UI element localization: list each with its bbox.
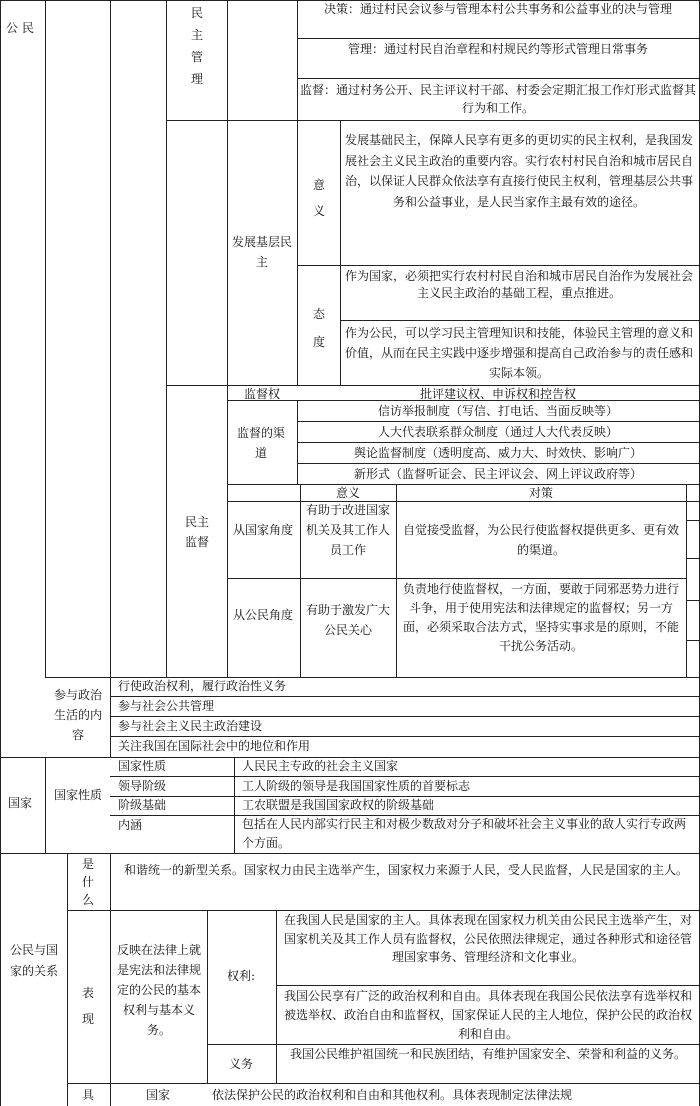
guanli-row: 管理：通过村民自治章程和村规民约等形式管理日常事务 bbox=[347, 42, 648, 56]
jianduquan-label: 监督权 bbox=[243, 387, 280, 401]
guojia-row-3-key: 阶级基础 bbox=[118, 798, 167, 812]
ju-label: 具 bbox=[81, 1088, 94, 1102]
gongmin-guojia-guanxi-label: 公民与国家的关系 bbox=[9, 943, 58, 978]
taidu-label: 态度 bbox=[312, 307, 325, 349]
guojia-xingzhi-label: 国家性质 bbox=[53, 788, 102, 802]
guojia-row-2-key: 领导阶级 bbox=[118, 779, 167, 793]
quanli-label: 权利: bbox=[226, 969, 256, 983]
bottom-text: 依法保护公民的政治权利和自由和其他权利。具体表现制定法律法规 bbox=[212, 1088, 573, 1102]
guojia2-label: 国家 bbox=[146, 1088, 171, 1102]
juece-row: 决策：通过村民会议参与管理本村公共事务和公益事业的决与管理 bbox=[323, 2, 672, 16]
taidu-guojia: 作为国家，必须把实行农村村民自治和城市居民自治作为发展社会主义民主政治的基础工程，重点推进。 bbox=[344, 269, 693, 300]
yiyi-label: 意义 bbox=[312, 178, 325, 218]
cong-guojia-duice: 自觉接受监督，为公民行使监督权提供更多、更有效的渠道。 bbox=[402, 523, 679, 557]
quanli-row-1: 在我国人民是国家的主人。具体表现在国家权力机关由公民民主选举产生，对国家机关及其工作人员有监督权，公民依照法律规定，通过各种形式和途径管理国家事务、管理经济和文化事业。 bbox=[283, 913, 692, 964]
cong-guojia-yiyi: 有助于改进国家机关及其工作人员工作 bbox=[305, 503, 390, 557]
biaoxian-label: 表现 bbox=[81, 986, 94, 1026]
qudao-row-2: 人大代表联系群众制度（通过人大代表反映） bbox=[377, 425, 618, 439]
canyu-row-1: 行使政治权利，履行政治性义务 bbox=[118, 679, 287, 693]
guojia-row-2-val: 工人阶级的领导是我国国家性质的首要标志 bbox=[242, 779, 471, 793]
fazhan-jiceng-label: 发展基层民主 bbox=[231, 235, 292, 269]
cong-gongmin-label: 从公民角度 bbox=[232, 608, 293, 622]
qudao-row-3: 舆论监督制度（透明度高、威力大、时效快、影响广） bbox=[353, 446, 642, 460]
jiandu-header-yiyi: 意义 bbox=[335, 486, 360, 500]
shi-shenme-text: 和谐统一的新型关系。国家权力由民主选举产生，国家权力来源于人民，受人民监督，人民是国家的主人。 bbox=[123, 863, 688, 877]
guojia-row-4-key: 内涵 bbox=[118, 818, 143, 832]
quanli-row-2: 我国公民享有广泛的政治权利和自由。具体表现在我国公民依法享有选举权和被选举权、政治自由和监督权，国家保证人民的主人地位，保护公民的政治权利和自由。 bbox=[283, 989, 692, 1041]
jiandu-header-duice: 对策 bbox=[528, 486, 553, 500]
canyu-row-2: 参与社会公共管理 bbox=[118, 699, 215, 713]
guojia-row-1-key: 国家性质 bbox=[118, 759, 167, 773]
biaoxian-left-text: 反映在法律上就是宪法和法律规定的公民的基本权利与基本义务。 bbox=[116, 943, 201, 1037]
cong-guojia-label: 从国家角度 bbox=[232, 523, 293, 537]
jiandu-qudao-label: 监督的渠道 bbox=[236, 426, 285, 460]
qudao-row-1: 信访举报制度（写信、打电话、当面反映等） bbox=[377, 404, 618, 418]
canyu-neirong-label: 参与政治生活的内容 bbox=[53, 688, 102, 742]
guojia-row-1-val: 人民民主专政的社会主义国家 bbox=[242, 759, 399, 773]
guojia-row-3-val: 工农联盟是我国国家政权的阶级基础 bbox=[242, 798, 435, 812]
jiandu-row: 监督：通过村务公开、民主评议村干部、村委会定期汇报工作灯形式监督其行为和工作。 bbox=[300, 83, 697, 115]
taidu-gongmin: 作为公民，可以学习民主管理知识和技能，体验民主管理的意义和价值，从而在民主实践中逐步增强和提高自己政治参与的责任感和实际本领。 bbox=[344, 326, 693, 380]
yiwu-text: 我国公民维护祖国统一和民族团结，有维护国家安全、荣誉和利益的义务。 bbox=[289, 1047, 686, 1061]
jianduquan-text: 批评建议权、申诉权和控告权 bbox=[419, 387, 576, 401]
minzhu-guanli-label: 民主管理 bbox=[190, 6, 203, 86]
minzhu-jiandu-label: 民主监督 bbox=[184, 515, 209, 549]
shi-shenme-label: 是什么 bbox=[81, 857, 94, 907]
cong-gongmin-yiyi: 有助于激发广大公民关心 bbox=[305, 603, 390, 637]
gongmin-label: 公民 bbox=[6, 21, 39, 35]
fazhan-yiyi-text: 发展基础民主，保障人民享有更多的更切实的民主权利，是我国发展社会主义民主政治的重要内容。实行农村村民自治和城市居民自治，以保证人民群众依法享有直接行使民主权利，管理基层公共事务和公益事业，是人民当家作主最有效的途径。 bbox=[344, 133, 693, 209]
yiwu-label: 义务 bbox=[228, 1057, 253, 1071]
cong-gongmin-duice: 负责地行使监督权，一方面，要敢于同邪恶势力进行斗争，用于使用宪法和法律规定的监督权；另一方面，必须采取合法方式，坚持实事求是的原则，不能干扰公务活动。 bbox=[402, 582, 679, 653]
qudao-row-4: 新形式（监督听证会、民主评议会、网上评议政府等） bbox=[353, 467, 642, 481]
guojia-label: 国家 bbox=[8, 796, 33, 810]
canyu-row-3: 参与社会主义民主政治建设 bbox=[118, 719, 263, 733]
canyu-row-4: 关注我国在国际社会中的地位和作用 bbox=[118, 739, 311, 753]
guojia-row-4-val: 包括在人民内部实行民主和对极少数敌对分子和破坏社会主义事业的敌人实行专政两个方面。 bbox=[242, 817, 687, 850]
